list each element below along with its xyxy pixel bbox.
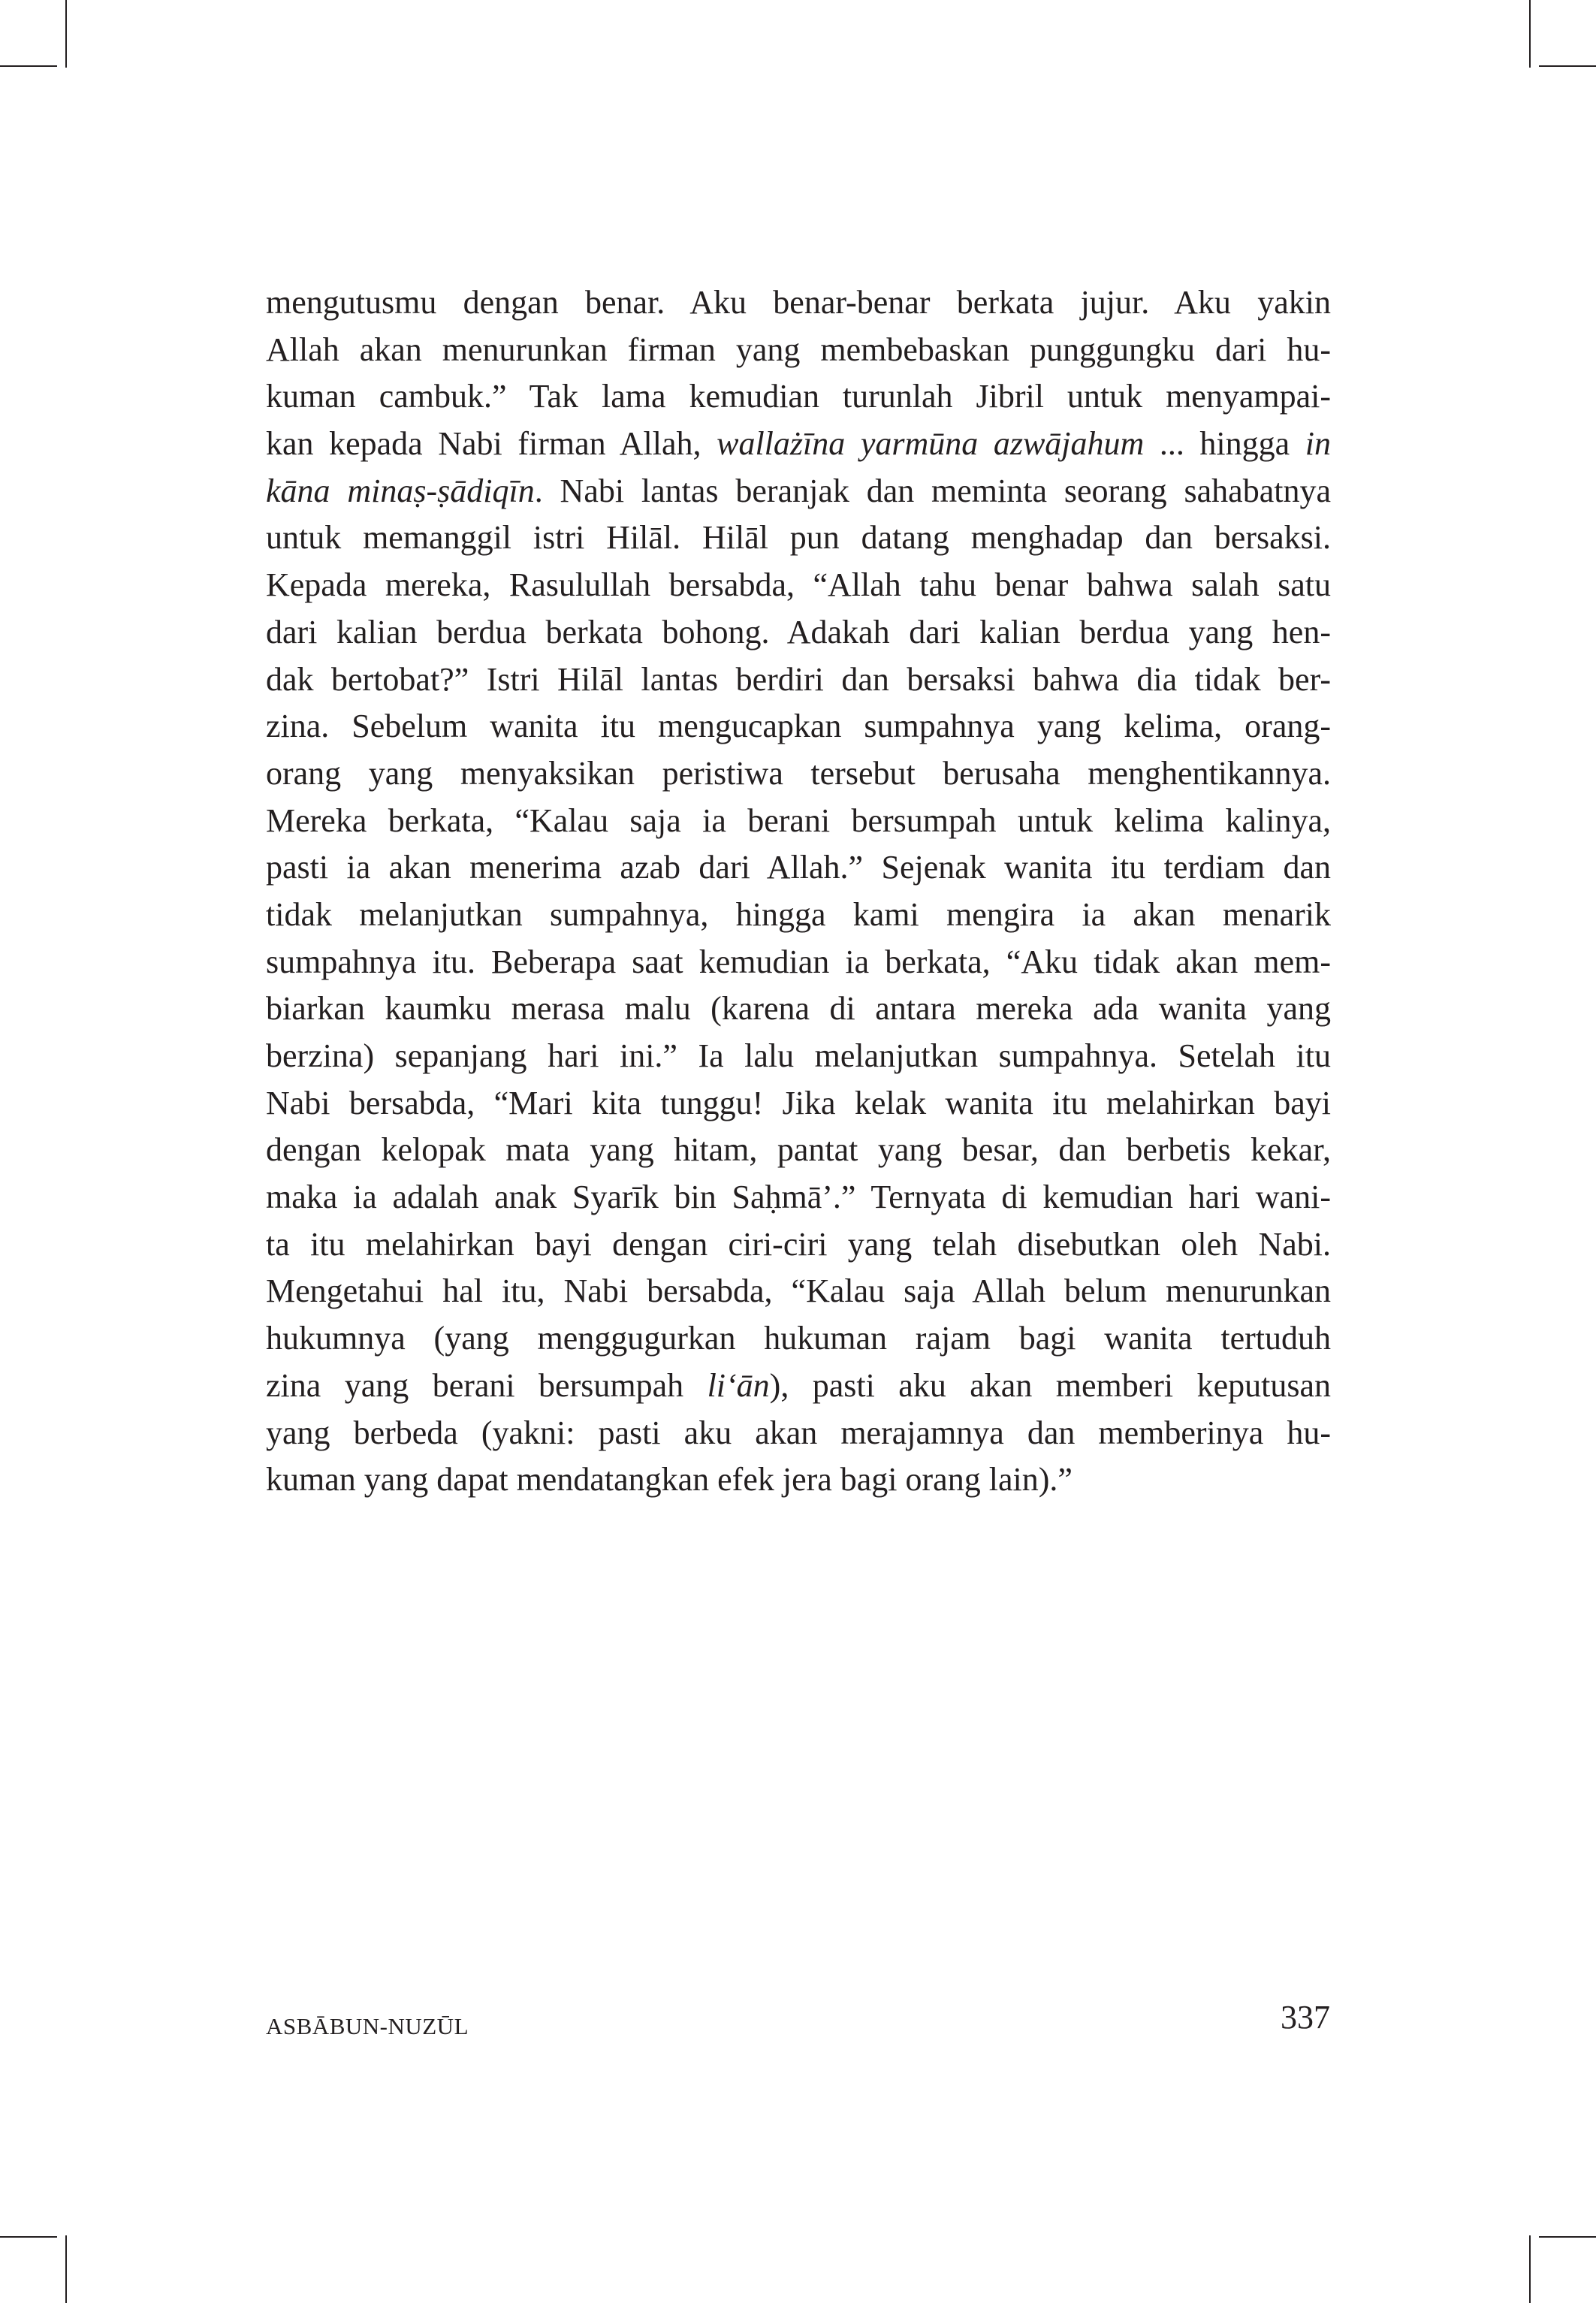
body-line [266, 656, 1331, 704]
text-run: maka ia adalah anak Syarīk bin Saḥmā’.” Ternyata di kemudian hari wani- [266, 1179, 1331, 1216]
text-run: dengan kelopak mata yang hitam, pantat yang besar, dan berbetis kekar, [266, 1131, 1331, 1169]
text-run: kan kepada Nabi firman Allah, [266, 425, 717, 463]
body-line [266, 1363, 1331, 1410]
body-line [266, 1127, 1331, 1174]
body-line [266, 798, 1331, 845]
text-run: sumpahnya itu. Beberapa saat kemudian ia berkata, “Aku tidak akan mem- [266, 943, 1331, 980]
text-run: untuk memanggil istri Hilāl. Hilāl pun datang menghadap dan bersaksi. [266, 519, 1331, 557]
crop-mark-bottom-right-horizontal [1539, 2236, 1596, 2238]
italic-transliteration: li‘ān [707, 1366, 770, 1404]
crop-mark-top-left-vertical [65, 0, 67, 68]
text-run: yang berbeda (yakni: pasti aku akan merajamnya dan memberinya hu- [266, 1414, 1331, 1451]
text-run: ... hingga [1144, 425, 1305, 463]
text-run: . Nabi lantas beranjak dan meminta seorang sahabatnya [534, 472, 1331, 509]
crop-mark-top-right-vertical [1529, 0, 1531, 68]
text-run: hukumnya (yang menggugurkan hukuman rajam bagi wanita tertuduh [266, 1320, 1331, 1357]
body-line [266, 1410, 1331, 1457]
text-run: kuman cambuk.” Tak lama kemudian turunlah Jibril untuk menyampai- [266, 378, 1331, 415]
text-run: berzina) sepanjang hari ini.” Ia lalu melanjutkan sumpahnya. Setelah itu [266, 1037, 1331, 1074]
italic-transliteration: in [1305, 425, 1331, 463]
running-title: ASBĀBUN-NUZŪL [266, 2013, 469, 2039]
crop-mark-bottom-left-horizontal [0, 2236, 57, 2238]
body-line [266, 1456, 1331, 1504]
text-run: kuman yang dapat mendatangkan efek jera bagi orang lain).” [266, 1461, 1073, 1499]
body-line [266, 939, 1331, 986]
body-line [266, 1315, 1331, 1363]
body-line [266, 279, 1331, 327]
italic-transliteration: kāna minaṣ-ṣādiqīn [266, 472, 535, 509]
text-run: ta itu melahirkan bayi dengan ciri-ciri yang telah disebutkan oleh Nabi. [266, 1225, 1331, 1263]
text-run: zina. Sebelum wanita itu mengucapkan sumpahnya yang kelima, orang- [266, 708, 1331, 745]
body-line [266, 703, 1331, 750]
text-run: Allah akan menurunkan firman yang membebaskan punggungku dari hu- [266, 331, 1331, 368]
crop-mark-top-left-horizontal [0, 65, 57, 67]
body-line [266, 515, 1331, 562]
text-run: orang yang menyaksikan peristiwa tersebut berusaha menghentikannya. [266, 754, 1331, 792]
text-run: ), pasti aku akan memberi keputusan [769, 1366, 1331, 1404]
text-run: Mengetahui hal itu, Nabi bersabda, “Kalau saja Allah belum menurunkan [266, 1272, 1331, 1310]
body-line [266, 421, 1331, 468]
crop-mark-top-right-horizontal [1539, 65, 1596, 67]
text-run: biarkan kaumku merasa malu (karena di antara mereka ada wanita yang [266, 990, 1331, 1028]
body-line [266, 892, 1331, 939]
body-line [266, 562, 1331, 609]
body-line [266, 1268, 1331, 1315]
body-line [266, 1080, 1331, 1127]
body-line [266, 1221, 1331, 1269]
body-line [266, 985, 1331, 1033]
text-run: dari kalian berdua berkata bohong. Adakah dari kalian berdua yang hen- [266, 613, 1331, 650]
crop-mark-bottom-left-vertical [65, 2235, 67, 2303]
text-run: Mereka berkata, “Kalau saja ia berani bersumpah untuk kelima kalinya, [266, 801, 1331, 839]
body-line [266, 468, 1331, 515]
crop-mark-bottom-right-vertical [1529, 2235, 1531, 2303]
text-run: pasti ia akan menerima azab dari Allah.” Sejenak wanita itu terdiam dan [266, 849, 1331, 886]
italic-transliteration: wallażīna yarmūna azwājahum [717, 425, 1145, 463]
body-line [266, 609, 1331, 656]
page-number: 337 [1281, 1999, 1330, 2036]
body-line [266, 1174, 1331, 1221]
body-line [266, 327, 1331, 374]
body-line [266, 373, 1331, 421]
text-run: Nabi bersabda, “Mari kita tunggu! Jika kelak wanita itu melahirkan bayi [266, 1084, 1331, 1121]
text-run: mengutusmu dengan benar. Aku benar-benar berkata jujur. Aku yakin [266, 284, 1331, 321]
text-run: Kepada mereka, Rasulullah bersabda, “Allah tahu benar bahwa salah satu [266, 566, 1331, 604]
text-run: tidak melanjutkan sumpahnya, hingga kami mengira ia akan menarik [266, 895, 1331, 933]
body-line [266, 844, 1331, 892]
body-line [266, 750, 1331, 798]
body-line [266, 1033, 1331, 1080]
text-run: dak bertobat?” Istri Hilāl lantas berdiri dan bersaksi bahwa dia tidak ber- [266, 660, 1331, 698]
body-paragraph [266, 279, 1331, 1504]
text-run: zina yang berani bersumpah [266, 1366, 707, 1404]
